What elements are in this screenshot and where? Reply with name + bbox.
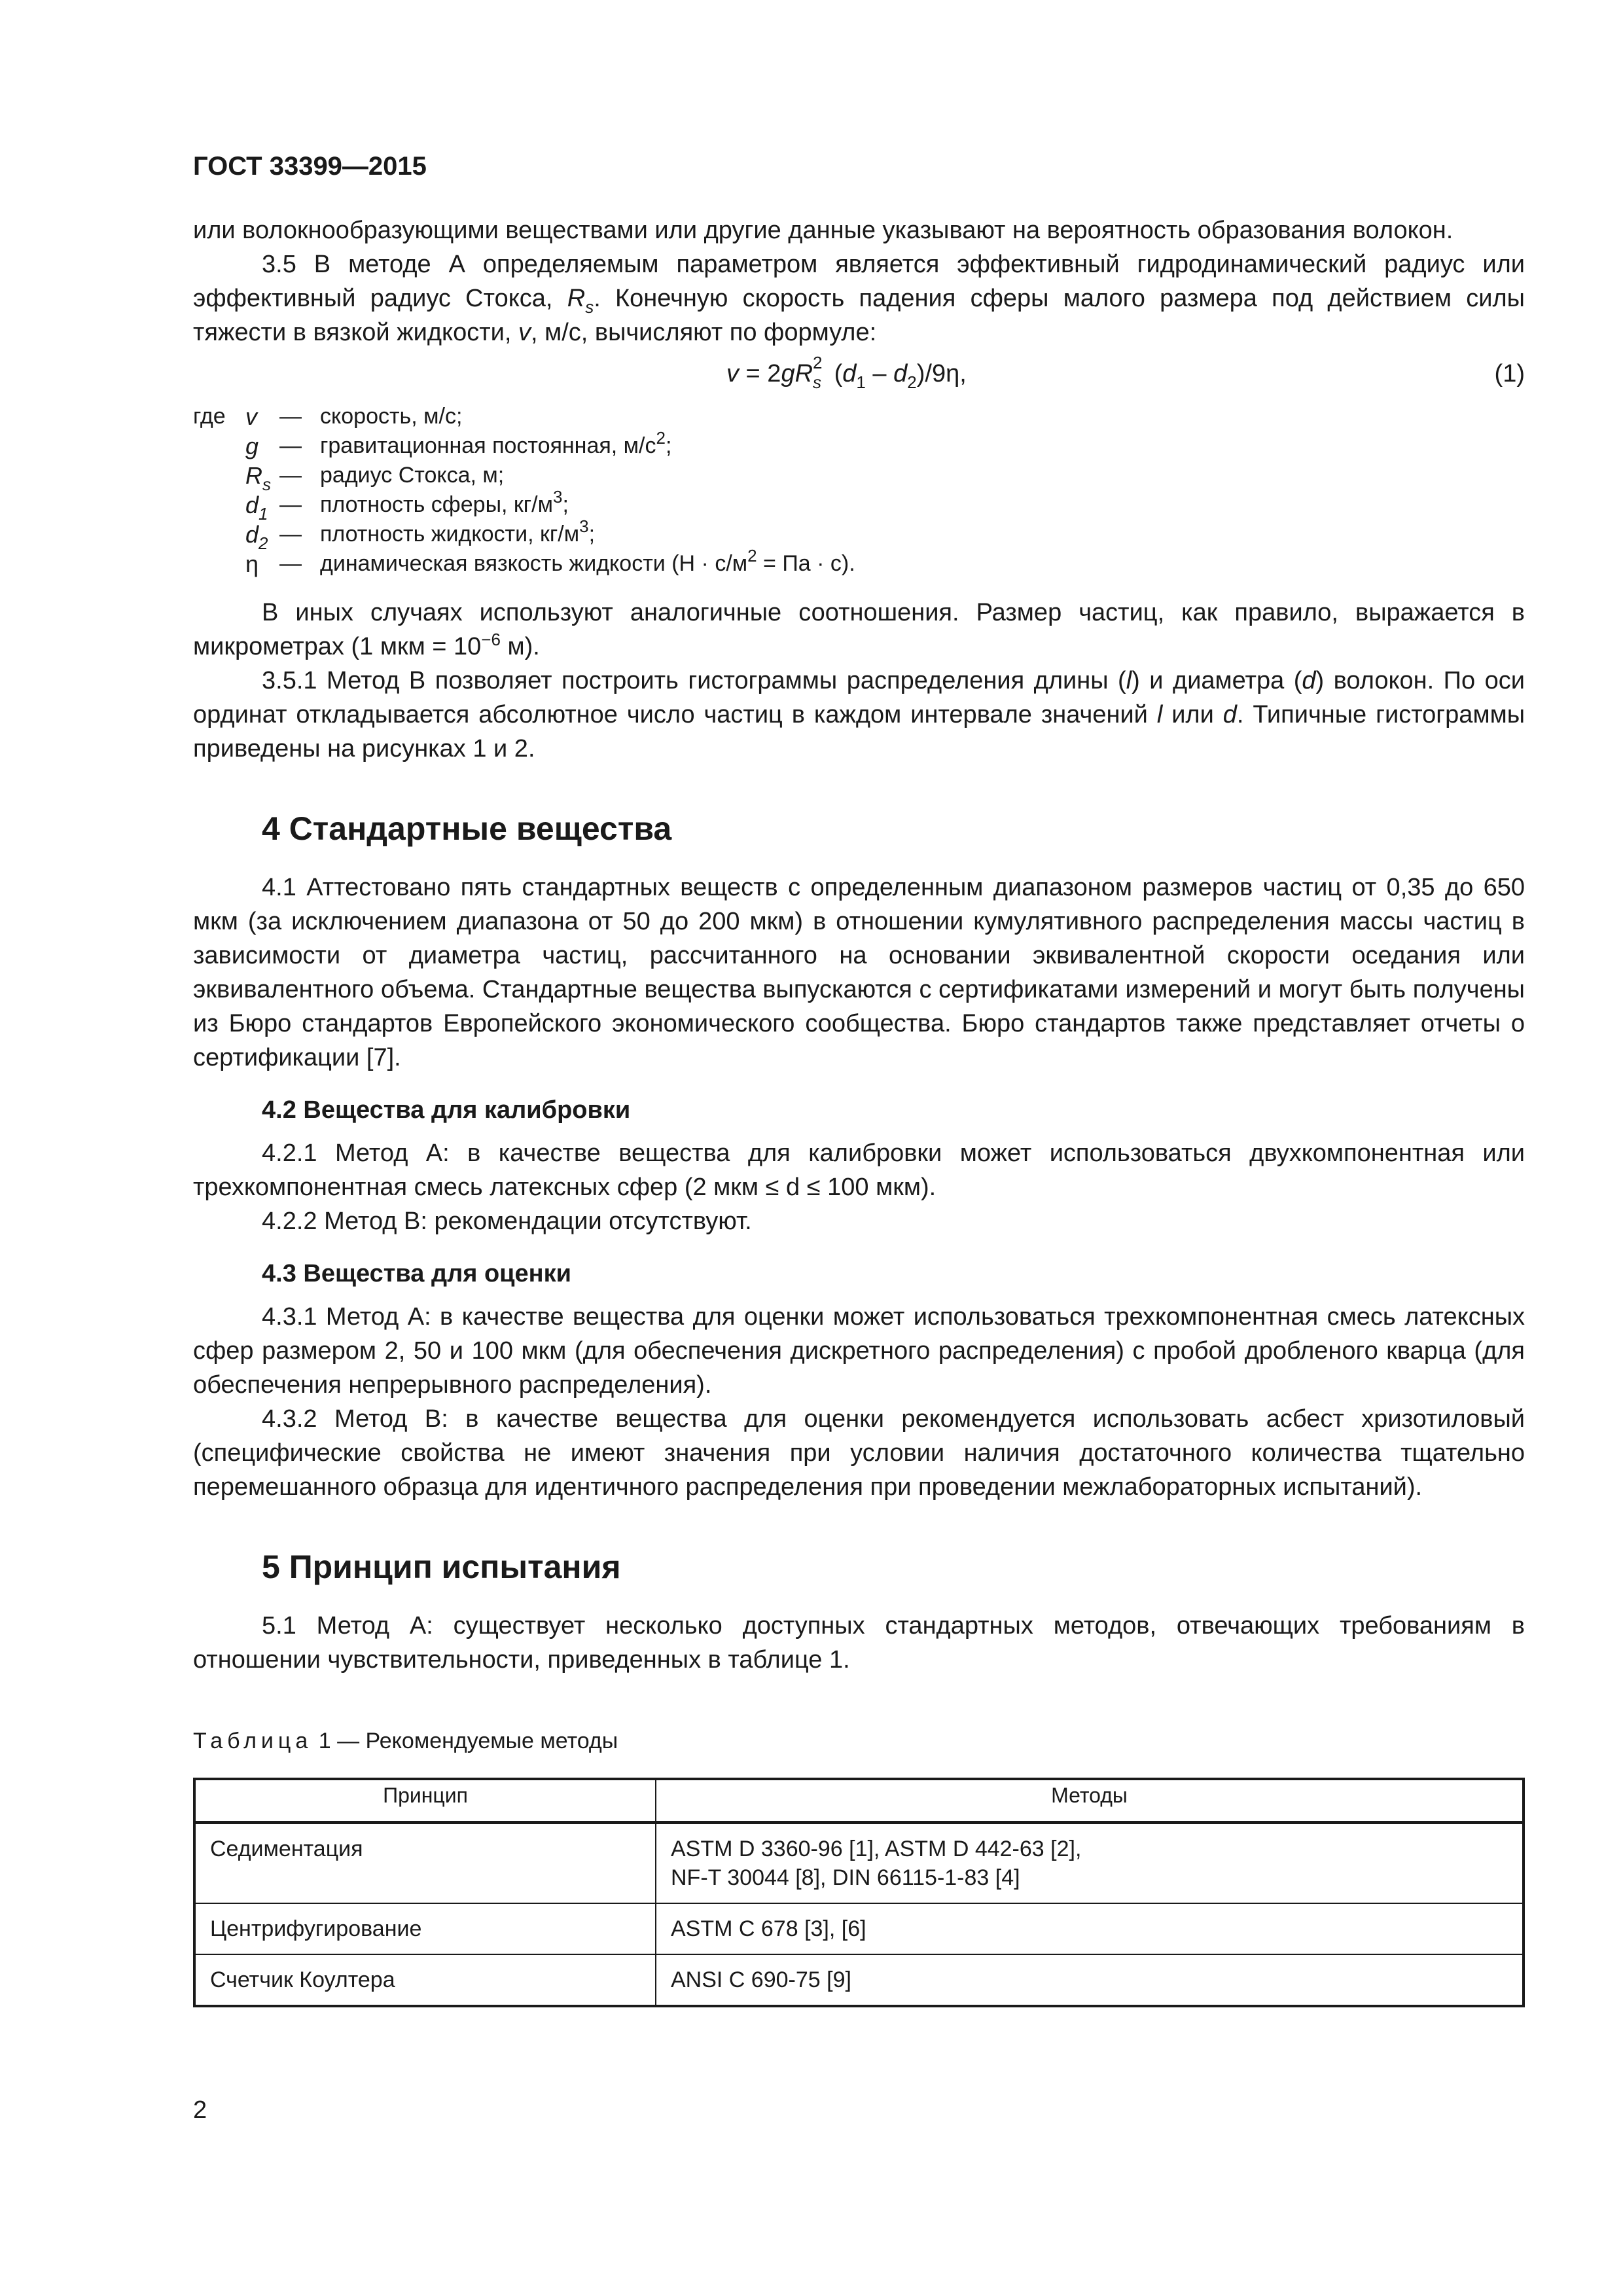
- p35-text-a: 3.5 В методе А определяемым параметром является эффективный гидродинамический радиус или эффективный радиус Стокса,: [193, 251, 1525, 312]
- p351-text-a: 3.5.1 Метод В позволяет построить гистограммы распределения длины (: [262, 667, 1126, 694]
- paragraph-4-2-2: 4.2.2 Метод В: рекомендации отсутствуют.: [262, 1208, 752, 1235]
- p351-text-c: ) волокон. По оси ординат откладывается абсолютное число частиц в каждом интервале значений: [193, 667, 1525, 728]
- legend-description-after: ;: [562, 492, 569, 517]
- legend-spacer: [193, 490, 245, 520]
- methods-line: ASTM D 3360-96 [1], ASTM D 442-63 [2],: [671, 1837, 1082, 1861]
- legend-description: радиус Стокса, м;: [320, 463, 505, 488]
- formula-d1: d: [842, 360, 857, 387]
- stokes-radius-subscript: s: [585, 297, 594, 317]
- legend-where-word: где: [193, 404, 226, 429]
- legend-spacer: [193, 461, 245, 490]
- table-caption-word: Таблица: [193, 1729, 313, 1753]
- legend-spacer: [193, 520, 245, 549]
- p-other-text-a: В иных случаях используют аналогичные соотношения. Размер частиц, как правило, выражается в микрометрах (1 мкм = 10: [193, 599, 1525, 660]
- formula-eq: = 2: [739, 360, 781, 387]
- table-row: [194, 1903, 1524, 1954]
- legend-dash: —: [279, 433, 302, 458]
- legend-spacer: [193, 549, 245, 579]
- legend-row: [193, 461, 1525, 494]
- table-cell-principle: Центрифугирование: [194, 1903, 656, 1954]
- p351-l: l: [1126, 667, 1132, 694]
- legend-description: [320, 546, 855, 579]
- subsection-4-3-title: 4.3 Вещества для оценки: [262, 1260, 571, 1287]
- p351-text-e: . Типичные гистограммы приведены на рисунках 1 и 2.: [193, 701, 1525, 762]
- legend-description-text: плотность сферы, кг/м: [320, 492, 554, 517]
- legend-description-text: динамическая вязкость жидкости (Н · с/м: [320, 551, 748, 576]
- legend-row: [193, 428, 1525, 461]
- formula-sub-s: s: [813, 372, 822, 392]
- formula-tail: )/9η,: [916, 360, 967, 387]
- paragraph-4-2-1: 4.2.1 Метод А: в качестве вещества для калибровки может использоваться двухкомпонентная или трехкомпонентная смесь латексных сфер (2 мкм ≤ d ≤ 100 мкм).: [193, 1139, 1525, 1201]
- formula-v: v: [726, 360, 739, 387]
- paragraph-4-3-1: 4.3.1 Метод А: в качестве вещества для оценки может использоваться трехкомпонентная смесь латексных сфер размером 2, 50 и 100 мкм (для обеспечения дискретного распределения) с пробой дробленого кварца (для обеспечения непрерывного распределения).: [193, 1303, 1525, 1399]
- velocity-symbol: v: [518, 319, 531, 346]
- legend-description-text: гравитационная постоянная, м/с: [320, 433, 656, 458]
- formula-exp-2: 2: [813, 352, 823, 372]
- legend-symbol-text: v: [245, 403, 257, 430]
- legend-row: [193, 402, 1525, 431]
- legend-symbol-text: d: [245, 492, 259, 518]
- formula-number: (1): [1494, 360, 1525, 387]
- table-caption-title: 1 — Рекомендуемые методы: [312, 1729, 618, 1753]
- legend-description: [320, 516, 596, 549]
- paragraph-other-cases: [193, 596, 1525, 664]
- formula-block: [193, 353, 1525, 394]
- subsection-4-2-title: 4.2 Вещества для калибровки: [262, 1096, 631, 1124]
- formula-sub-2: 2: [907, 372, 917, 392]
- methods-line: NF-T 30044 [8], DIN 66115-1-83 [4]: [671, 1865, 1020, 1890]
- legend-symbol: [245, 402, 279, 431]
- legend-subscript: s: [262, 475, 271, 494]
- legend-symbol: [245, 520, 279, 553]
- table-row: [194, 1823, 1524, 1904]
- legend-description-after: = Па · с).: [757, 551, 855, 576]
- legend-row: [193, 516, 1525, 553]
- legend-superscript: 2: [747, 546, 757, 565]
- p351-text-b: ) и диаметра (: [1132, 667, 1302, 694]
- paragraph-3-5-1: [193, 664, 1525, 766]
- recommended-methods-table: [193, 1778, 1525, 2007]
- table-header-row: [194, 1779, 1524, 1823]
- table-header-principle: Принцип: [194, 1779, 656, 1823]
- legend-description: скорость, м/с;: [320, 404, 463, 429]
- p351-d2: d: [1222, 701, 1237, 728]
- intro-paragraph: или волокнообразующими веществами или другие данные указывают на вероятность образования волокон.: [193, 217, 1454, 244]
- legend-symbol-text: g: [245, 433, 259, 459]
- table-caption: [193, 1724, 1525, 1758]
- legend-symbol: [245, 431, 279, 461]
- methods-line: ANSI C 690-75 [9]: [671, 1967, 851, 1992]
- legend-description-after: ;: [665, 433, 672, 458]
- legend-dash: —: [279, 463, 302, 488]
- document-id-header: ГОСТ 33399—2015: [193, 152, 427, 181]
- stokes-radius-symbol: R: [567, 285, 586, 312]
- legend-row: [193, 546, 1525, 579]
- legend-dash: —: [279, 492, 302, 517]
- formula-minus: –: [865, 360, 894, 387]
- legend-description: [320, 428, 672, 461]
- formula-d2: d: [893, 360, 908, 387]
- legend-symbol-text: η: [245, 550, 259, 577]
- paragraph-5-1: 5.1 Метод А: существует несколько доступных стандартных методов, отвечающих требованиям в отношении чувствительности, приведенных в таблице 1.: [193, 1612, 1525, 1674]
- p351-or: или: [1162, 701, 1223, 728]
- legend-description: [320, 487, 569, 520]
- legend-spacer: [193, 431, 245, 461]
- legend-symbol: [245, 461, 279, 494]
- legend-superscript: 3: [553, 487, 563, 507]
- table-header-methods: Методы: [656, 1779, 1524, 1823]
- legend-subscript: 2: [259, 533, 268, 553]
- stokes-formula: [726, 353, 967, 394]
- p351-l2: l: [1156, 701, 1163, 728]
- legend-dash: —: [279, 551, 302, 576]
- table-cell-principle: Счетчик Коултера: [194, 1954, 656, 2006]
- table-row: [194, 1954, 1524, 2006]
- p-other-text-b: м).: [500, 633, 540, 660]
- formula-g: g: [781, 360, 795, 387]
- legend-symbol: [245, 490, 279, 524]
- p351-d: d: [1302, 667, 1316, 694]
- p-other-exponent: −6: [481, 630, 501, 649]
- methods-line: ASTM C 678 [3], [6]: [671, 1916, 866, 1941]
- section-5-title: 5 Принцип испытания: [262, 1549, 621, 1585]
- p35-text-b: . Конечную скорость падения сферы малого размера под действием силы тяжести в вязкой жидкости,: [193, 285, 1525, 346]
- legend-symbol-text: R: [245, 462, 262, 489]
- legend-superscript: 2: [656, 428, 666, 448]
- paragraph-3-5: [193, 247, 1525, 350]
- legend-subscript: 1: [259, 504, 268, 524]
- legend-description-text: плотность жидкости, кг/м: [320, 522, 580, 547]
- paragraph-4-3-2: 4.3.2 Метод В: в качестве вещества для оценки рекомендуется использовать асбест хризотиловый (специфические свойства не имеют значения при условии наличия достаточного количества тщательно перемешанного образца для идентичного распределения при проведении межлабораторных испытаний).: [193, 1405, 1525, 1501]
- page-number: 2: [193, 2096, 207, 2124]
- paragraph-4-1: 4.1 Аттестовано пять стандартных веществ с определенным диапазоном размеров частиц от 0,35 до 650 мкм (за исключением диапазона от 50 до 200 мкм) в отношении кумулятивного распределения массы частиц в зависимости от диаметра частиц, рассчитанного на основании эквивалентной скорости оседания или эквивалентного объема. Стандартные вещества выпускаются с сертификатами измерений и могут быть получены из Бюро стандартов Европейского экономического сообщества. Бюро стандартов также представляет отчеты о сертификации [7].: [193, 874, 1525, 1071]
- table-cell-methods: [656, 1823, 1524, 1904]
- formula-r: R: [794, 360, 813, 387]
- formula-open-paren: (: [827, 360, 843, 387]
- formula-sub-1: 1: [856, 372, 866, 392]
- table-cell-methods: [656, 1903, 1524, 1954]
- table-cell-methods: [656, 1954, 1524, 2006]
- legend-description-after: ;: [588, 522, 596, 547]
- formula-legend: [193, 402, 1525, 579]
- legend-symbol-text: d: [245, 521, 259, 548]
- legend-row: [193, 487, 1525, 524]
- legend-symbol: [245, 549, 279, 579]
- legend-dash: —: [279, 522, 302, 547]
- p35-text-c: , м/с, вычисляют по формуле:: [530, 319, 877, 346]
- legend-dash: —: [279, 404, 302, 429]
- legend-superscript: 3: [579, 516, 589, 536]
- table-cell-principle: Седиментация: [194, 1823, 656, 1904]
- formula-r-scripts: [813, 352, 827, 392]
- section-4-title: 4 Стандартные вещества: [262, 810, 672, 847]
